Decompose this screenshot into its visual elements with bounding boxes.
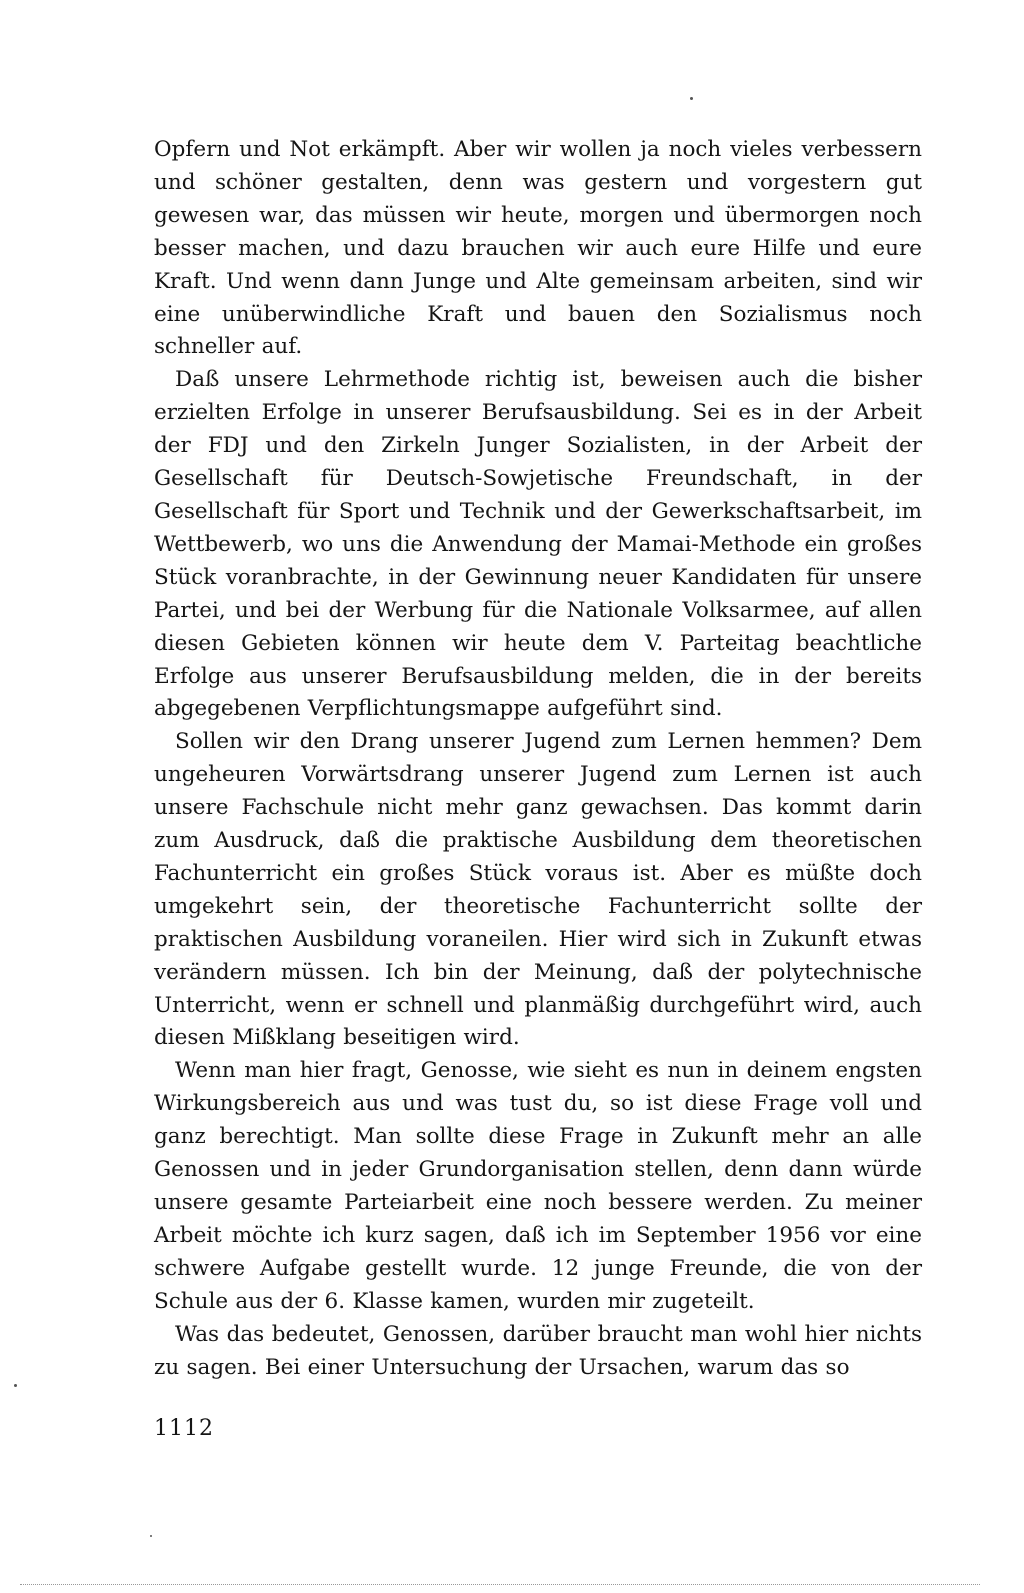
print-speck	[150, 1535, 152, 1537]
print-speck	[14, 1384, 17, 1387]
paragraph-4: Wenn man hier fragt, Genosse, wie sieht es nun in deinem engsten Wirkungsbereich aus und was tust du, so ist diese Frage voll und ganz berechtigt. Man sollte diese Frage in Zukunft mehr an alle Genossen und in jeder Grundorganisation stellen, denn dann würde unsere gesamte Parteiarbeit eine noch bessere werden. Zu meiner Arbeit möchte ich kurz sagen, daß ich im September 1956 vor eine schwere Aufgabe gestellt wurde. 12 junge Freunde, die von der Schule aus der 6. Klasse kamen, wurden mir zugeteilt.	[154, 1058, 922, 1314]
print-speck	[690, 97, 693, 100]
paragraph-1: Opfern und Not erkämpft. Aber wir wollen ja noch vieles verbessern und schöner gestalten, denn was gestern und vorgestern gut gewesen war, das müssen wir heute, morgen und übermorgen noch besser machen, und dazu brauchen wir auch eure Hilfe und eure Kraft. Und wenn dann Junge und Alte gemeinsam arbeiten, sind wir eine unüberwindliche Kraft und bauen den Sozialismus noch schneller auf.	[154, 137, 922, 360]
paragraph-3: Sollen wir den Drang unserer Jugend zum Lernen hemmen? Dem ungeheuren Vorwärtsdrang unserer Jugend zum Lernen ist auch unsere Fachschule nicht mehr ganz gewachsen. Das kommt darin zum Ausdruck, daß die praktische Ausbildung dem theoretischen Fachunterricht ein großes Stück voraus ist. Aber es müßte doch umgekehrt sein, der theoretische Fachunterricht sollte der praktischen Ausbildung voraneilen. Hier wird sich in Zukunft etwas verändern müssen. Ich bin der Meinung, daß der polytechnische Unterricht, wenn er schnell und planmäßig durchgeführt wird, auch diesen Mißklang beseitigen wird.	[154, 729, 922, 1051]
body-text	[154, 134, 922, 1384]
paragraph-2: Daß unsere Lehrmethode richtig ist, beweisen auch die bisher erzielten Erfolge in unserer Berufsausbildung. Sei es in der Arbeit der FDJ und den Zirkeln Junger Sozialisten, in der Arbeit der Gesellschaft für Deutsch-Sowjetische Freundschaft, in der Gesellschaft für Sport und Technik und der Gewerkschaftsarbeit, im Wettbewerb, wo uns die Anwendung der Mamai-Methode ein großes Stück voranbrachte, in der Gewinnung neuer Kandidaten für unsere Partei, und bei der Werbung für die Nationale Volksarmee, auf allen diesen Gebieten können wir heute dem V. Parteitag beachtliche Erfolge aus unserer Berufsausbildung melden, die in der bereits abgegebenen Verpflichtungsmappe aufgeführt sind.	[154, 367, 922, 722]
paragraph-5: Was das bedeutet, Genossen, darüber braucht man wohl hier nichts zu sagen. Bei einer Untersuchung der Ursachen, warum das so	[154, 1321, 922, 1380]
scan-edge	[20, 1584, 980, 1586]
page-number: 1112	[154, 1416, 214, 1441]
